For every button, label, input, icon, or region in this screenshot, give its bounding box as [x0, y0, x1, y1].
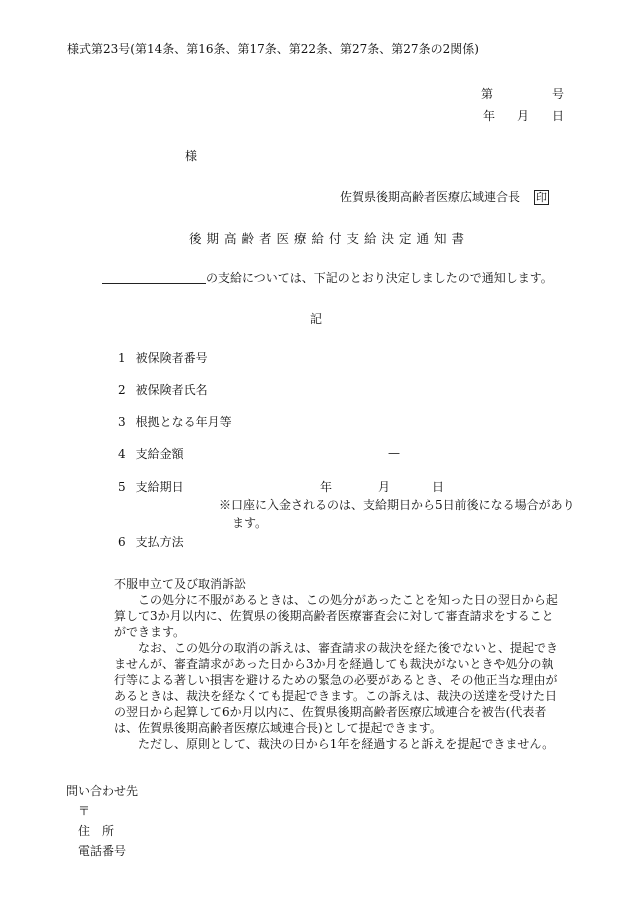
amount-dash: —	[388, 446, 400, 460]
item-number: 2	[118, 383, 126, 397]
contact-postal: 〒	[78, 804, 91, 818]
item-1	[118, 352, 208, 364]
form-number: 様式第23号(第14条、第16条、第17条、第22条、第27条、第27条の2関係)	[67, 42, 479, 56]
item-number: 1	[118, 351, 126, 365]
item-label: 根拠となる年月等	[135, 415, 232, 429]
item-number: 4	[118, 447, 126, 461]
seal-mark: 印	[536, 191, 548, 204]
intro-text: の支給については、下記のとおり決定しましたので通知します。	[206, 271, 553, 285]
item-number: 6	[118, 535, 126, 549]
contact-heading: 問い合わせ先	[66, 784, 139, 798]
item-label: 支給金額	[135, 447, 184, 461]
contact-address: 住 所	[78, 824, 115, 838]
note-line-2: ます。	[232, 516, 268, 530]
item-label: 被保険者氏名	[135, 383, 208, 397]
item-label: 支給期日	[135, 480, 184, 494]
intro-line	[102, 271, 553, 284]
payment-day: 日	[432, 480, 445, 494]
item-6	[118, 536, 184, 548]
issuer-name: 佐賀県後期高齢者医療広域連合長	[340, 190, 521, 204]
header-day: 日	[552, 109, 565, 123]
appeal-section	[114, 576, 564, 752]
ki-heading: 記	[310, 312, 323, 326]
header-year: 年	[483, 109, 496, 123]
item-label: 支払方法	[135, 535, 184, 549]
item-2	[118, 384, 208, 396]
item-3	[118, 416, 232, 428]
note-line-1: ※口座に入金されるのは、支給期日から5日前後になる場合があり	[219, 498, 575, 512]
contact-phone: 電話番号	[78, 844, 127, 858]
appeal-paragraph-1: この処分に不服があるときは、この処分があったことを知った日の翌日から起算して3か月以内に、佐賀県の後期高齢者医療審査会に対して審査請求をすることができます。	[114, 593, 558, 639]
appeal-heading: 不服申立て及び取消訴訟	[114, 577, 247, 591]
payment-year: 年	[320, 480, 333, 494]
item-4	[118, 448, 184, 460]
item-number: 5	[118, 480, 126, 494]
payment-month: 月	[378, 480, 391, 494]
document-title: 後期高齢者医療給付支給決定通知書	[189, 231, 470, 246]
header-go: 号	[552, 87, 565, 101]
header-month: 月	[517, 109, 530, 123]
benefit-blank	[102, 271, 206, 284]
item-number: 3	[118, 415, 126, 429]
contact-block	[66, 781, 138, 861]
addressee-sama: 様	[185, 149, 198, 163]
item-label: 被保険者番号	[135, 351, 208, 365]
appeal-paragraph-3: ただし、原則として、裁決の日から1年を経過すると訴えを提起できません。	[138, 737, 555, 751]
appeal-paragraph-2: なお、この処分の取消の訴えは、審査請求の裁決を経た後でないと、提起できませんが、審査請求があった日から3か月を経過しても裁決がないときや処分の執行等による著しい損害を避けるための緊急の必要があるとき、その他正当な理由があるときは、裁決を経なくても提起できます。この訴えは、裁決の送達を受けた日の翌日から起算して6か月以内に、佐賀県後期高齢者医療広域連合を被告(代表者は、佐賀県後期高齢者医療広域連合長)として提起できます。	[114, 641, 559, 735]
issuer-line	[340, 190, 549, 205]
item-5	[118, 481, 184, 493]
header-dai: 第	[481, 87, 494, 101]
